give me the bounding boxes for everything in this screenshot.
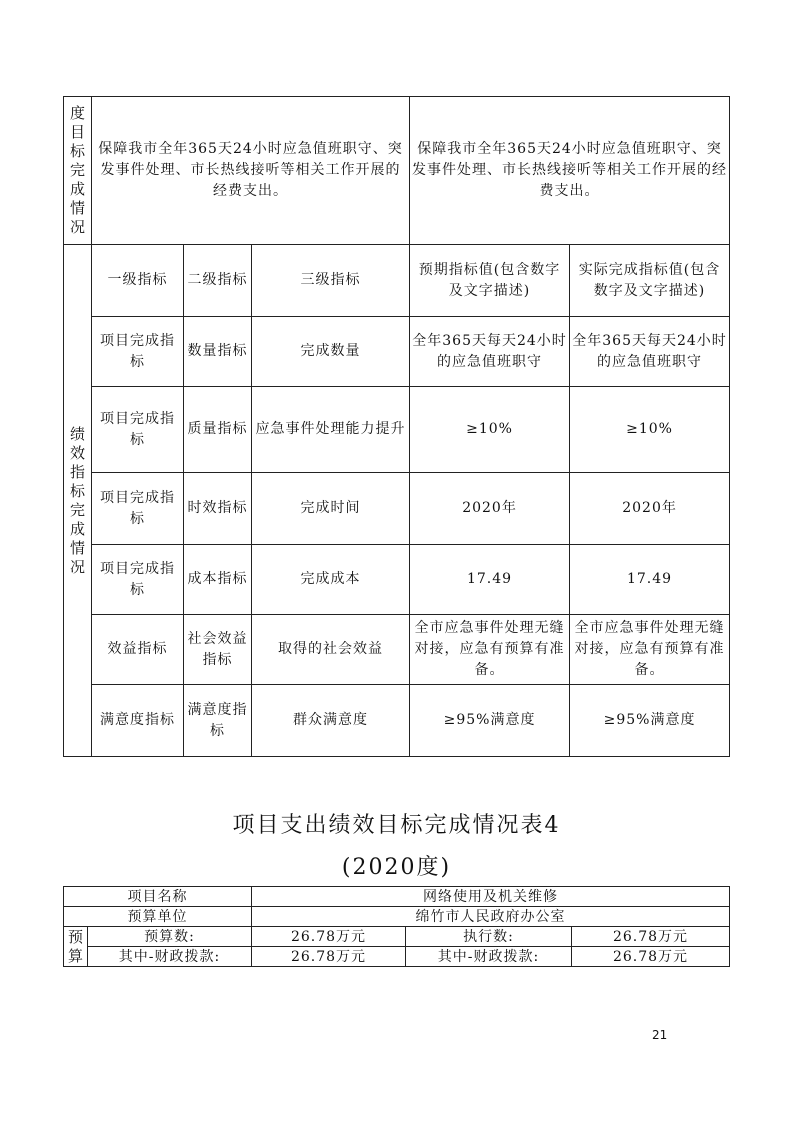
goal-actual: 保障我市全年365天24小时应急值班职守、突发事件处理、市长热线接听等相关工作开展的经费支出。 (410, 97, 730, 245)
row-level1: 项目完成指标 (92, 387, 184, 473)
row-level2: 满意度指标 (184, 685, 252, 757)
row-level2: 数量指标 (184, 317, 252, 387)
exec-label: 执行数: (406, 927, 572, 947)
budget-amount-label: 预算数: (88, 927, 252, 947)
table-row (64, 317, 730, 387)
fiscal-amount: 26.78万元 (252, 947, 406, 967)
row-expected: 17.49 (410, 545, 570, 615)
fiscal-amount-2: 26.78万元 (572, 947, 730, 967)
row-actual: 2020年 (570, 473, 730, 545)
page-title: 项目支出绩效目标完成情况表4 (232, 813, 561, 838)
header-expected: 预期指标值(包含数字及文字描述) (410, 245, 570, 317)
row-level2: 时效指标 (184, 473, 252, 545)
goal-label: 度目标完成情况 (69, 104, 85, 236)
row-level3: 应急事件处理能力提升 (252, 387, 410, 473)
row-level3: 取得的社会效益 (252, 615, 410, 685)
row-actual: ≥10% (570, 387, 730, 473)
table-row (64, 615, 730, 685)
row-level1: 项目完成指标 (92, 545, 184, 615)
budget-unit: 绵竹市人民政府办公室 (252, 907, 730, 927)
header-level3: 三级指标 (252, 245, 410, 317)
budget-amount-row (64, 927, 730, 947)
row-level3: 完成时间 (252, 473, 410, 545)
budget-amount: 26.78万元 (252, 927, 406, 947)
page-number: 21 (652, 1028, 668, 1042)
row-expected: 2020年 (410, 473, 570, 545)
row-level2: 社会效益指标 (184, 615, 252, 685)
project-name: 网络使用及机关维修 (252, 887, 730, 907)
exec-amount: 26.78万元 (572, 927, 730, 947)
row-level3: 完成数量 (252, 317, 410, 387)
row-level3: 完成成本 (252, 545, 410, 615)
table-row (64, 387, 730, 473)
row-level1: 满意度指标 (92, 685, 184, 757)
row-actual: 17.49 (570, 545, 730, 615)
goal-row (64, 97, 730, 245)
header-level1: 一级指标 (92, 245, 184, 317)
fiscal-row (64, 947, 730, 967)
budget-unit-row (64, 907, 730, 927)
row-actual: 全市应急事件处理无缝对接，应急有预算有准备。 (570, 615, 730, 685)
table-row (64, 545, 730, 615)
budget-table (63, 886, 730, 967)
header-actual: 实际完成指标值(包含数字及文字描述) (570, 245, 730, 317)
goal-expected: 保障我市全年365天24小时应急值班职守、突发事件处理、市长热线接听等相关工作开展的经费支出。 (92, 97, 410, 245)
table-row (64, 685, 730, 757)
perf-label-cell (64, 245, 92, 757)
row-expected: 全市应急事件处理无缝对接，应急有预算有准备。 (410, 615, 570, 685)
row-level2: 质量指标 (184, 387, 252, 473)
table-row (64, 473, 730, 545)
row-level1: 项目完成指标 (92, 473, 184, 545)
header-level2: 二级指标 (184, 245, 252, 317)
page-subtitle: (2020度) (341, 855, 452, 880)
row-level2: 成本指标 (184, 545, 252, 615)
row-level1: 效益指标 (92, 615, 184, 685)
performance-table (63, 96, 730, 757)
row-expected: 全年365天每天24小时的应急值班职守 (410, 317, 570, 387)
fiscal-label-2: 其中-财政拨款: (406, 947, 572, 967)
row-expected: ≥95%满意度 (410, 685, 570, 757)
budget-label: 预算 (67, 927, 83, 965)
project-name-row (64, 887, 730, 907)
header-row (64, 245, 730, 317)
budget-label-cell (64, 927, 88, 967)
row-level3: 群众满意度 (252, 685, 410, 757)
project-name-label: 项目名称 (64, 887, 252, 907)
goal-label-cell (64, 97, 92, 245)
perf-label: 绩效指标完成情况 (69, 424, 85, 576)
row-actual: 全年365天每天24小时的应急值班职守 (570, 317, 730, 387)
budget-unit-label: 预算单位 (64, 907, 252, 927)
row-expected: ≥10% (410, 387, 570, 473)
fiscal-label: 其中-财政拨款: (88, 947, 252, 967)
row-actual: ≥95%满意度 (570, 685, 730, 757)
row-level1: 项目完成指标 (92, 317, 184, 387)
